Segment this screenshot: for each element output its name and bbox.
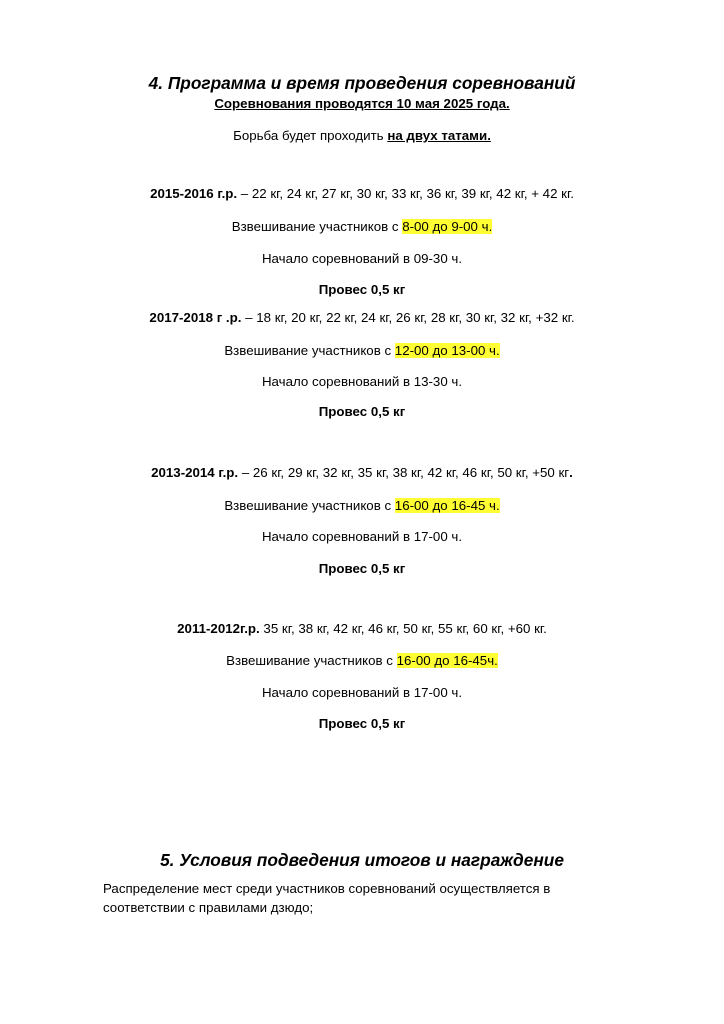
tatami-count: на двух татами. (387, 128, 491, 143)
group-1-weigh-time: 8-00 до 9-00 ч. (402, 219, 493, 234)
group-2-allowance: Провес 0,5 кг (318, 404, 406, 419)
group-3-weigh-in (0, 497, 724, 515)
group-3-weigh-time: 16-00 до 16-45 ч. (394, 498, 500, 513)
group-4-years: 2011-2012г.р. (177, 621, 260, 636)
group-4-weigh-time: 16-00 до 16-45ч. (396, 653, 498, 668)
tatami-prefix: Борьба будет проходить (233, 128, 388, 143)
group-1-weights-line (0, 185, 724, 203)
section-5-title: 5. Условия подведения итогов и награждение (160, 850, 564, 870)
section-4-title: 4. Программа и время проведения соревнований (148, 73, 576, 93)
group-4-allowance: Провес 0,5 кг (318, 716, 406, 731)
group-1-start: Начало соревнований в 09-30 ч. (261, 251, 463, 266)
group-1-weigh-in (0, 218, 724, 236)
competition-date-line: Соревнования проводятся 10 мая 2025 года. (214, 96, 510, 111)
group-1-weigh-prefix: Взвешивание участников с (231, 219, 403, 234)
tatami-line (0, 127, 724, 145)
group-3-start: Начало соревнований в 17-00 ч. (261, 529, 463, 544)
group-4-start: Начало соревнований в 17-00 ч. (261, 685, 463, 700)
group-3-weights-line (0, 464, 724, 482)
section-5-paragraph: Распределение мест среди участников соревнований осуществляется в соответствии с правилами дзюдо; (103, 881, 551, 915)
group-2-start: Начало соревнований в 13-30 ч. (261, 374, 463, 389)
group-4-weigh-prefix: Взвешивание участников с (226, 653, 397, 668)
group-1-allowance: Провес 0,5 кг (318, 282, 406, 297)
group-2-weights-line (0, 309, 724, 327)
group-1-weights: – 22 кг, 24 кг, 27 кг, 30 кг, 33 кг, 36 кг, 39 кг, 42 кг, + 42 кг. (237, 186, 574, 201)
group-3-years: 2013-2014 г.р. (151, 465, 239, 480)
group-2-years: 2017-2018 г .р. (149, 310, 242, 325)
group-3-weights-end: . (569, 465, 573, 480)
group-3-weights: – 26 кг, 29 кг, 32 кг, 35 кг, 38 кг, 42 кг, 46 кг, 50 кг, +50 кг (238, 465, 570, 480)
group-4-weights-line (0, 620, 724, 638)
group-2-weigh-prefix: Взвешивание участников с (224, 343, 395, 358)
group-4-weigh-in (0, 652, 724, 670)
group-2-weights: – 18 кг, 20 кг, 22 кг, 24 кг, 26 кг, 28 кг, 30 кг, 32 кг, +32 кг. (241, 310, 575, 325)
group-4-weights: 35 кг, 38 кг, 42 кг, 46 кг, 50 кг, 55 кг, 60 кг, +60 кг. (259, 621, 547, 636)
group-3-weigh-prefix: Взвешивание участников с (224, 498, 395, 513)
group-1-years: 2015-2016 г.р. (150, 186, 238, 201)
group-2-weigh-time: 12-00 до 13-00 ч. (394, 343, 500, 358)
group-2-weigh-in (0, 342, 724, 360)
group-3-allowance: Провес 0,5 кг (318, 561, 406, 576)
